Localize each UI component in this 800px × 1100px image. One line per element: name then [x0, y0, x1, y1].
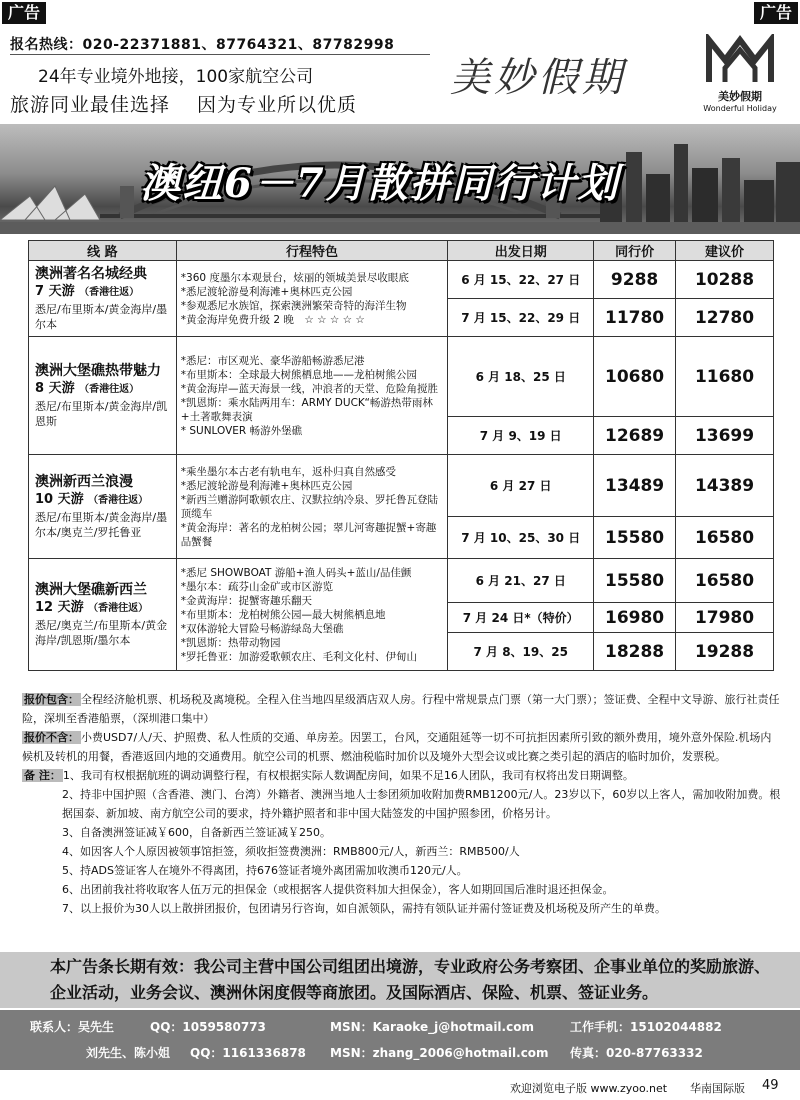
- features-cell: [176, 559, 448, 671]
- hotline: 报名热线：020-22371881、87764321、87782998: [10, 37, 395, 53]
- brand-name: 美妙假期: [450, 55, 626, 101]
- route-name: 澳洲大堡礁热带魅力: [35, 363, 161, 379]
- route-days: 8 天游 （香港往返）: [35, 381, 140, 396]
- departure-date: 7 月 24 日*（特价）: [448, 603, 594, 633]
- peer-price: 15580: [594, 559, 676, 603]
- table-row: [29, 455, 774, 517]
- logo-english: Wonderful Holiday: [703, 104, 777, 113]
- features-cell: [176, 337, 448, 455]
- col-features: 行程特色: [176, 241, 448, 261]
- departure-date: 7 月 9、19 日: [448, 417, 594, 455]
- route-days: 12 天游 （香港往返）: [35, 600, 149, 615]
- contact-person: 刘先生、陈小姐: [86, 1046, 171, 1060]
- route-days: 7 天游 （香港往返）: [35, 284, 140, 299]
- table-row: [29, 261, 774, 299]
- feature-item: *双体游轮大冒险号畅游绿岛大堡礁: [180, 622, 344, 635]
- route-name: 澳洲大堡礁新西兰: [35, 582, 147, 598]
- suggested-price: 10288: [676, 261, 774, 299]
- peer-price: 15580: [594, 517, 676, 559]
- remark-item: 6、出团前我社将收取客人伍万元的担保金（或根据客人提供资料加大担保金），客人如期回国后准时退还担保金。: [62, 883, 614, 896]
- slogan-primary: 24年专业境外地接，100家航空公司: [38, 67, 314, 87]
- logo-name: 美妙假期: [718, 90, 762, 103]
- feature-item: *悉尼渡轮游曼利海滩+奥林匹克公园: [180, 285, 353, 298]
- peer-price: 9288: [594, 261, 676, 299]
- logo-mark-icon: [705, 34, 775, 86]
- slogan-secondary: 旅游同业最佳选择 因为专业所以优质: [10, 94, 358, 116]
- contact-phone: 工作手机：15102044882: [570, 1020, 722, 1034]
- peer-price: 18288: [594, 633, 676, 671]
- feature-item: *悉尼：市区观光、豪华游船畅游悉尼港: [180, 354, 365, 367]
- ad-label-left: 广告: [2, 2, 46, 24]
- feature-item: *布里斯本：全球最大树熊栖息地——龙柏树熊公园: [180, 368, 418, 381]
- business-summary-text: 本广告条长期有效：我公司主营中国公司组团出境游，专业政府公务考察团、企事业单位的奖励旅游、企业活动，业务会议、澳洲休闲度假等商旅团。及国际酒店、保险、机票、签证业务。: [50, 957, 771, 1002]
- suggested-price: 19288: [676, 633, 774, 671]
- price-excluded: [22, 728, 782, 766]
- col-departure: 出发日期: [448, 241, 594, 261]
- contact-row: [30, 1044, 790, 1064]
- contact-qq: QQ：1161336878: [190, 1046, 306, 1060]
- remark-item: 1、我司有权根据航班的调动调整行程，有权根据实际人数调配房间，如果不足16人团队，我司有权将出发日期调整。: [62, 769, 634, 782]
- features-cell: [176, 261, 448, 337]
- departure-date: 6 月 27 日: [448, 455, 594, 517]
- footer-site: 欢迎浏览电子版 www.zyoo.net: [510, 1082, 668, 1095]
- feature-item: *参观悉尼水族馆，探索澳洲繁荣奇特的海洋生物: [180, 299, 407, 312]
- suggested-price: 14389: [676, 455, 774, 517]
- contact-msn: MSN：zhang_2006@hotmail.com: [330, 1046, 549, 1060]
- departure-date: 7 月 15、22、29 日: [448, 299, 594, 337]
- remark-item: 7、以上报价为30人以上散拼团报价，包团请另行咨询，如自派领队，需持有领队证并需付签证费及机场税及所产生的单费。: [62, 902, 666, 915]
- banner-title: 澳纽6－7月散拼同行计划: [140, 160, 620, 207]
- contact-band: [0, 1010, 800, 1070]
- remark-item: 4、如因客人个人原因被领事馆拒签，须收拒签费澳洲：RMB800元/人，新西兰：RMB500/人: [62, 845, 520, 858]
- peer-price: 12689: [594, 417, 676, 455]
- features-cell: [176, 455, 448, 559]
- table-row: [29, 559, 774, 603]
- remarks: [22, 766, 782, 918]
- footer-publication: 华南国际版: [690, 1082, 745, 1095]
- logo: [690, 34, 790, 124]
- included-text: 全程经济舱机票、机场税及离境税。全程入住当地四星级酒店双人房。行程中常规景点门票（第一大门票）；签证费、全程中文导游、旅行社责任险，深圳至香港船票，（深圳港口集中）: [22, 693, 780, 725]
- suggested-price: 16580: [676, 559, 774, 603]
- route-cities: 悉尼/布里斯本/黄金海岸/凯恩斯: [35, 400, 168, 428]
- col-route: 线 路: [29, 241, 177, 261]
- banner: [0, 124, 800, 234]
- remarks-label: 备 注：: [24, 769, 61, 782]
- contact-fax: 传真：020-87763332: [570, 1046, 703, 1060]
- suggested-price: 17980: [676, 603, 774, 633]
- ad-label-right: 广告: [754, 2, 798, 24]
- notes-section: [22, 690, 782, 918]
- feature-item: *墨尔本：疏芬山金矿或市区游览: [180, 580, 334, 593]
- contact-row: [30, 1018, 790, 1038]
- header: [10, 24, 790, 124]
- route-cities: 悉尼/奥克兰/布里斯本/黄金海岸/凯恩斯/墨尔本: [35, 619, 168, 647]
- route-cities: 悉尼/布里斯本/黄金海岸/墨尔本: [35, 303, 168, 331]
- suggested-price: 12780: [676, 299, 774, 337]
- table-row: [29, 337, 774, 417]
- remark-item: 5、持ADS签证客人在境外不得离团，持676签证者境外离团需加收澳币120元/人。: [62, 864, 468, 877]
- business-summary: [0, 952, 800, 1008]
- route-cell: [29, 337, 177, 455]
- route-cities: 悉尼/布里斯本/黄金海岸/墨尔本/奥克兰/罗托鲁亚: [35, 511, 168, 539]
- route-days: 10 天游 （香港往返）: [35, 492, 149, 507]
- contact-qq: QQ：1059580773: [150, 1020, 266, 1034]
- peer-price: 11780: [594, 299, 676, 337]
- route-name: 澳洲著名名城经典: [35, 266, 147, 282]
- excluded-label: 报价不含：: [24, 731, 79, 744]
- col-suggested-price: 建议价: [676, 241, 774, 261]
- feature-item: *布里斯本：龙柏树熊公园—最大树熊栖息地: [180, 608, 386, 621]
- departure-date: 7 月 8、19、25: [448, 633, 594, 671]
- feature-item: *360 度墨尔本观景台，炫丽的领城美景尽收眼底: [180, 271, 409, 284]
- suggested-price: 13699: [676, 417, 774, 455]
- feature-item: *乘坐墨尔本古老有轨电车，返朴归真自然感受: [180, 465, 397, 478]
- included-label: 报价包含：: [24, 693, 79, 706]
- departure-date: 7 月 10、25、30 日: [448, 517, 594, 559]
- remark-item: 3、自备澳洲签证减￥600，自备新西兰签证减￥250。: [62, 826, 331, 839]
- suggested-price: 16580: [676, 517, 774, 559]
- feature-item: *凯恩斯：乘水陆两用车：ARMY DUCK“畅游热带雨林+土著歌舞表演: [180, 396, 433, 423]
- price-included: [22, 690, 782, 728]
- suggested-price: 11680: [676, 337, 774, 417]
- feature-item: *金黄海岸：捉蟹寄趣乐翻天: [180, 594, 313, 607]
- feature-item: *黄金海岸免费升级 2 晚 ☆ ☆ ☆ ☆ ☆: [180, 313, 365, 326]
- departure-date: 6 月 15、22、27 日: [448, 261, 594, 299]
- excluded-text: 小费USD7/人/天、护照费、私人性质的交通、单房差。因罢工，台风，交通阻延等一切不可抗拒因素所引致的额外费用，境外意外保险.机场内候机及转机的用餐，香港返回内地的交通费用。航空公司的机票、燃油税临时加价以及境外大型会议或比赛之类引起的酒店的临时加价，发票税。: [22, 731, 772, 763]
- feature-item: *悉尼 SHOWBOAT 游船+渔人码头+蓝山/品佳颤: [180, 566, 412, 579]
- peer-price: 13489: [594, 455, 676, 517]
- route-cell: [29, 455, 177, 559]
- feature-item: *罗托鲁亚：加游爱歌顿农庄、毛利文化村、伊甸山: [180, 650, 418, 663]
- feature-item: *悉尼渡轮游曼利海滩+奥林匹克公园: [180, 479, 353, 492]
- feature-item: *新西兰赠游阿歌顿农庄、汉默拉纳冷泉、罗托鲁瓦登陆顶缆车: [180, 493, 439, 520]
- hotline-divider: [10, 54, 430, 55]
- feature-item: *黄金海岸—蓝天海景一线，冲浪者的天堂、危险角搅胜: [180, 382, 439, 395]
- departure-date: 6 月 18、25 日: [448, 337, 594, 417]
- contact-msn: MSN：Karaoke_j@hotmail.com: [330, 1020, 534, 1034]
- route-name: 澳洲新西兰浪漫: [35, 474, 133, 490]
- feature-item: * SUNLOVER 畅游外堡礁: [180, 424, 303, 437]
- peer-price: 16980: [594, 603, 676, 633]
- departure-date: 6 月 21、27 日: [448, 559, 594, 603]
- remark-item: 2、持非中国护照（含香港、澳门、台湾）外籍者、澳洲当地人士参团须加收附加费RMB1200元/人。23岁以下，60岁以上客人，需加收附加费。根据国泰、新加坡、南方航空公司的要求，持外籍护照者和非中国大陆签发的中国护照参团，价格另计。: [62, 788, 781, 820]
- route-cell: [29, 559, 177, 671]
- page-footer: [0, 1074, 800, 1100]
- route-cell: [29, 261, 177, 337]
- peer-price: 10680: [594, 337, 676, 417]
- page-number: 49: [762, 1078, 779, 1093]
- table-header-row: [29, 241, 774, 261]
- feature-item: *凯恩斯：热带动物园: [180, 636, 281, 649]
- col-peer-price: 同行价: [594, 241, 676, 261]
- route-table: [28, 240, 774, 671]
- feature-item: *黄金海岸：著名的龙柏树公园；翠儿河寄趣捉蟹+寄趣品蟹餐: [180, 521, 437, 548]
- contact-person: 联系人：吴先生: [30, 1020, 115, 1034]
